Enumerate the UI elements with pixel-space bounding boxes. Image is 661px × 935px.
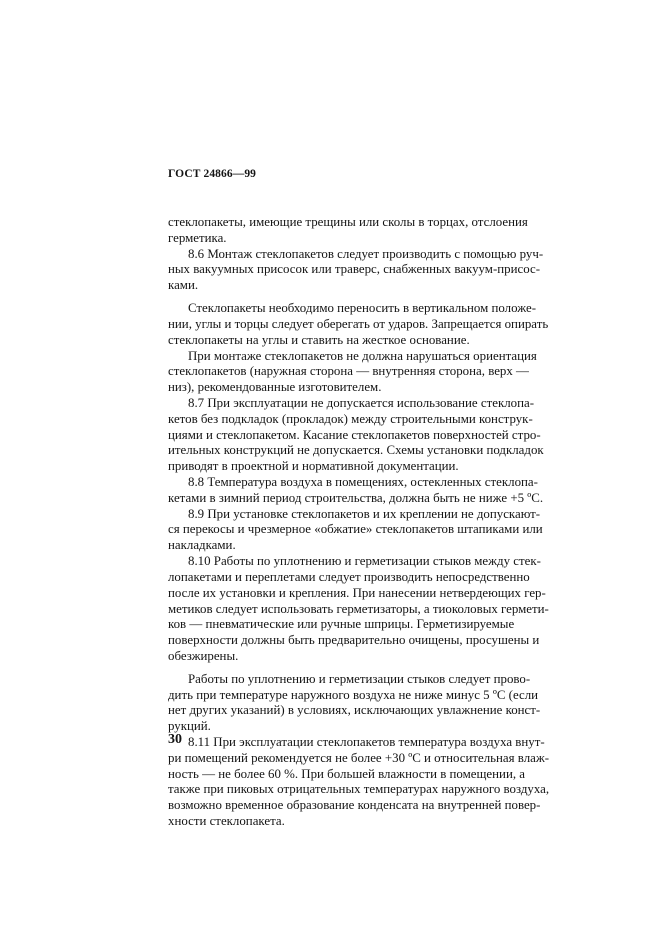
text-line: 8.7 При эксплуатации не допускается использование стеклопа-	[188, 395, 534, 410]
text-line: герметика.	[168, 230, 227, 245]
text-line: приводят в проектной и нормативной документации.	[168, 459, 459, 474]
text-line: также при пиковых отрицательных температурах наружного воздуха,	[168, 782, 550, 797]
text-line: При монтаже стеклопакетов не должна нарушаться ориентация	[188, 348, 537, 363]
text-line: после их установки и крепления. При нанесении нетвердеющих гер-	[168, 585, 546, 600]
paragraph	[168, 215, 528, 247]
text-line: накладками.	[168, 538, 236, 553]
text-line: кетов без подкладок (прокладок) между строительными конструк-	[168, 411, 533, 426]
text-line: стеклопакеты на углы и ставить на жесткое основание.	[168, 332, 470, 347]
paragraph	[168, 671, 541, 735]
text-line: лопакетами и переплетами следует производить непосредственно	[168, 569, 530, 584]
text-line: ся перекосы и чрезмерное «обжатие» стеклопакетов штапиками или	[168, 522, 543, 537]
text-line: поверхности должны быть предварительно очищены, просушены и	[168, 633, 540, 648]
text-line: 8.9 При установке стеклопакетов и их креплении не допускают-	[188, 506, 541, 521]
text-line: дить при температуре наружного воздуха не ниже минус 5 ºС (если	[168, 687, 539, 702]
page-number: 30	[168, 732, 182, 747]
text-line: стеклопакеты, имеющие трещины или сколы в торцах, отслоения	[168, 215, 528, 229]
document-header: ГОСТ 24866—99	[168, 168, 257, 180]
paragraph	[168, 395, 544, 475]
paragraph	[168, 554, 549, 665]
paragraph	[168, 475, 544, 507]
text-line: циями и стеклопакетом. Касание стеклопакетов поверхностей стро-	[168, 427, 541, 442]
text-line: стеклопакетов (наружная сторона — внутренняя сторона, верх —	[168, 364, 529, 379]
text-line: ность — не более 60 %. При большей влажности в помещении, а	[168, 766, 526, 781]
text-line: 8.8 Температура воздуха в помещениях, остекленных стеклопа-	[188, 475, 538, 489]
text-line: 8.11 При эксплуатации стеклопакетов температура воздуха внут-	[188, 735, 545, 749]
text-line: ри помещений рекомендуется не более +30 ºС и относительная влаж-	[168, 750, 550, 765]
text-line: 8.6 Монтаж стеклопакетов следует производить с помощью руч-	[188, 246, 544, 261]
paragraph	[168, 301, 549, 348]
text-line: ками.	[168, 278, 199, 293]
text-line: ков — пневматические или ручные шприцы. Герметизируемые	[168, 617, 515, 632]
text-line: Стеклопакеты необходимо переносить в вертикальном положе-	[188, 301, 536, 316]
text-line: Работы по уплотнению и герметизации стыков следует прово-	[188, 671, 531, 686]
text-line: ительных конструкций не допускается. Схемы установки подкладок	[168, 443, 544, 458]
text-line: низ), рекомендованные изготовителем.	[168, 380, 382, 395]
text-line: метиков следует использовать герметизаторы, а тиоколовых гермети-	[168, 601, 549, 616]
text-line: 8.10 Работы по уплотнению и герметизации стыков между стек-	[188, 554, 541, 569]
text-line: рукций.	[168, 719, 211, 734]
paragraph	[168, 735, 550, 830]
text-line: ных вакуумных присосок или траверс, снабженных вакуум-присос-	[168, 262, 540, 277]
text-line: возможно временное образование конденсата на внутренней повер-	[168, 798, 541, 813]
text-line: нет других указаний) в условиях, исключающих увлажнение конст-	[168, 703, 541, 718]
text-line: хности стеклопакета.	[168, 814, 285, 829]
text-line: обезжирены.	[168, 648, 239, 663]
paragraph	[168, 506, 543, 554]
paragraph	[168, 246, 544, 294]
text-line: кетами в зимний период строительства, должна быть не ниже +5 ºС.	[168, 490, 544, 505]
body-text	[168, 215, 550, 830]
text-line: нии, углы и торцы следует оберегать от ударов. Запрещается опирать	[168, 316, 549, 331]
paragraph	[168, 348, 537, 396]
